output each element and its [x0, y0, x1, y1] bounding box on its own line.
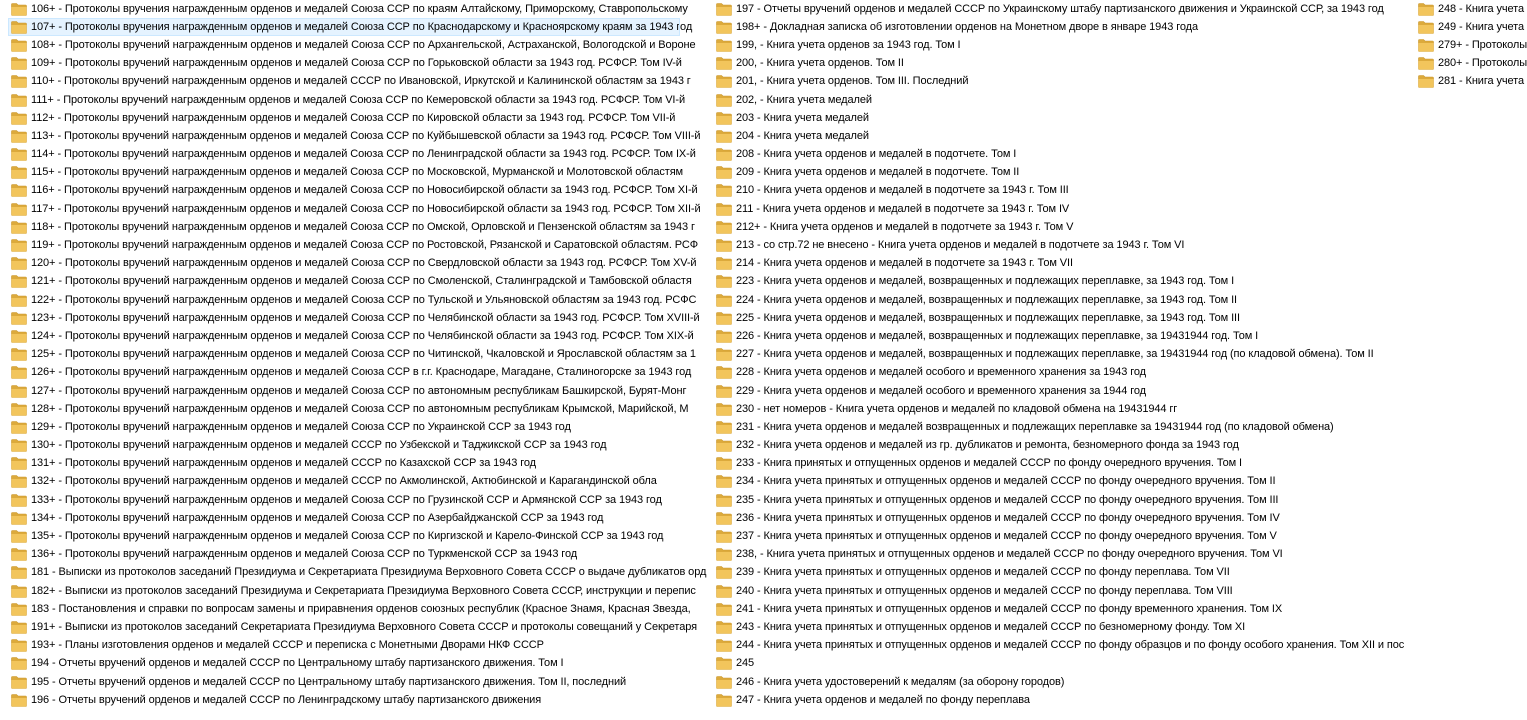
file-column-3 [1415, 0, 1527, 91]
folder-name: 229 - Книга учета орденов и медалей особого и временного хранения за 1944 год [736, 384, 1146, 397]
folder-name: 244 - Книга учета принятых и отпущенных орденов и медалей СССР по фонду образцов и по фонду особого хранения. Том XII и пос [736, 639, 1405, 652]
folder-icon [11, 21, 27, 34]
folder-name: 224 - Книга учета орденов и медалей, возвращенных и подлежащих переплавке, за 1943 год. Том II [736, 293, 1237, 306]
folder-item[interactable] [713, 473, 1403, 491]
folder-name: 235 - Книга учета принятых и отпущенных орденов и медалей СССР по фонду очередного вручения. Том III [736, 493, 1279, 506]
folder-icon [716, 621, 732, 634]
folder-icon [716, 494, 732, 507]
folder-item[interactable] [713, 400, 1403, 418]
folder-icon [716, 294, 732, 307]
folder-name: 107+ - Протоколы вручения награжденным орденов и медалей Союза ССР по Краснодарскому и Красноярскому краям за 1943 год [31, 20, 693, 33]
folder-name: 239 - Книга учета принятых и отпущенных орденов и медалей СССР по фонду переплава. Том VII [736, 566, 1230, 579]
folder-item[interactable] [8, 127, 701, 145]
folder-item[interactable] [8, 55, 680, 73]
folder-icon [716, 548, 732, 561]
folder-icon [716, 585, 732, 598]
folder-icon [11, 112, 27, 125]
folder-item[interactable] [713, 291, 1403, 309]
folder-item[interactable] [713, 127, 1403, 145]
folder-name: 199, - Книга учета орденов за 1943 год. Том I [736, 38, 961, 51]
folder-name: 191+ - Выписки из протоколов заседаний Секретариата Президиума Верховного Совета СССР и протоколы совещаний у Секретаря [31, 620, 697, 633]
folder-item[interactable] [713, 182, 1403, 200]
folder-item[interactable] [713, 55, 1403, 73]
folder-item[interactable] [8, 491, 680, 509]
folder-icon [716, 275, 732, 288]
folder-icon [716, 457, 732, 470]
folder-icon [716, 530, 732, 543]
folder-icon [716, 403, 732, 416]
folder-name: 201, - Книга учета орденов. Том III. Последний [736, 75, 969, 88]
folder-name: 213 - со стр.72 не внесено - Книга учета орденов и медалей в подотчете за 1943 г. Том VI [736, 239, 1185, 252]
folder-item[interactable] [8, 164, 684, 182]
folder-name: 119+ - Протоколы вручений награжденным орденов и медалей Союза ССР по Ростовской, Рязанской и Саратовской областям. РСФ [31, 239, 699, 252]
folder-item[interactable] [1415, 36, 1527, 54]
folder-name: 118+ - Протоколы вручений награжденным орденов и медалей Союза ССР по Омской, Орловской и Пензенской областям за 1943 г [31, 220, 695, 233]
folder-icon [11, 257, 27, 270]
folder-icon [11, 657, 27, 670]
folder-icon [716, 3, 732, 16]
folder-item[interactable] [713, 273, 1403, 291]
folder-name: 114+ - Протоколы вручений награжденным орденов и медалей Союза ССР по Ленинградской области за 1943 год. РСФСР. Том IX-й [31, 148, 696, 161]
folder-item[interactable] [713, 73, 1403, 91]
folder-icon [11, 57, 27, 70]
folder-icon [1418, 75, 1434, 88]
folder-icon [716, 439, 732, 452]
folder-name: 130+ - Протоколы вручений награжденным орденов и медалей СССР по Узбекской и Таджикской ССР за 1943 год [31, 439, 607, 452]
folder-item[interactable] [8, 146, 696, 164]
folder-name: 109+ - Протоколы вручений награжденным орденов и медалей Союза ССР по Горьковской области за 1943 год. РСФСР. Том IV-й [31, 57, 682, 70]
folder-item[interactable] [713, 164, 1403, 182]
folder-name: 124+ - Протоколы вручений награжденным орденов и медалей Союза ССР по Челябинской области за 1943 год. РСФСР. Том XIX-й [31, 329, 694, 342]
folder-item[interactable] [8, 109, 680, 127]
folder-icon [11, 348, 27, 361]
folder-name: 182+ - Выписки из протоколов заседаний Президиума и Секретариата Президиума Верховного Совета СССР, инструкции и перепис [31, 584, 696, 597]
file-column-2 [713, 0, 1403, 709]
folder-icon [716, 221, 732, 234]
folder-name: 122+ - Протоколы вручений награжденным орденов и медалей Союза ССР по Тульской и Ульяновской областям за 1943 год. РСФС [31, 293, 697, 306]
folder-item[interactable] [8, 327, 694, 345]
folder-name: 181 - Выписки из протоколов заседаний Президиума и Секретариата Президиума Верховного Совета СССР о выдаче дубликатов орд [31, 566, 707, 579]
folder-icon [1418, 21, 1434, 34]
folder-item[interactable] [713, 527, 1403, 545]
folder-name: 228 - Книга учета орденов и медалей особого и временного хранения за 1943 год [736, 366, 1146, 379]
folder-item[interactable] [8, 273, 692, 291]
folder-name: 132+ - Протоколы вручений награжденным орденов и медалей СССР по Акмолинской, Актюбинской и Карагандинской обла [31, 475, 657, 488]
folder-icon [11, 130, 27, 143]
folder-name: 234 - Книга учета принятых и отпущенных орденов и медалей СССР по фонду очередного вручения. Том II [736, 475, 1276, 488]
folder-item[interactable] [713, 255, 1403, 273]
folder-item[interactable] [8, 546, 680, 564]
folder-name: 129+ - Протоколы вручений награжденным орденов и медалей Союза ССР по Украинской ССР за 1943 год [31, 420, 571, 433]
folder-item[interactable] [8, 564, 707, 582]
folder-icon [11, 585, 27, 598]
folder-item[interactable] [8, 527, 680, 545]
folder-item[interactable] [713, 382, 1403, 400]
folder-name: 131+ - Протоколы вручений награжденным орденов и медалей СССР по Казахской ССР за 1943 год [31, 457, 536, 470]
folder-name: 134+ - Протоколы вручений награжденным орденов и медалей Союза ССР по Азербайджанской ССР за 1943 год [31, 511, 604, 524]
folder-item[interactable] [8, 346, 696, 364]
folder-icon [11, 203, 27, 216]
folder-icon [11, 312, 27, 325]
folder-item[interactable] [8, 418, 680, 436]
folder-icon [716, 148, 732, 161]
folder-icon [11, 566, 27, 579]
folder-icon [716, 257, 732, 270]
folder-name: 200, - Книга учета орденов. Том II [736, 57, 904, 70]
folder-icon [716, 566, 732, 579]
folder-icon [716, 348, 732, 361]
folder-item[interactable] [713, 91, 1403, 109]
folder-item[interactable] [8, 255, 697, 273]
folder-item[interactable] [713, 637, 1403, 655]
folder-item[interactable] [713, 36, 1403, 54]
folder-icon [11, 457, 27, 470]
folder-name: 279+ - Протоколы [1438, 38, 1527, 51]
folder-icon [11, 621, 27, 634]
folder-name: 117+ - Протоколы вручений награжденным орденов и медалей Союза ССР по Новосибирской области за 1943 год. РСФСР. Том XII-й [31, 202, 701, 215]
folder-item[interactable] [713, 691, 1403, 709]
folder-name: 281 - Книга учета [1438, 75, 1525, 88]
folder-item[interactable] [8, 437, 680, 455]
folder-name: 125+ - Протоколы вручений награжденным орденов и медалей Союза ССР по Читинской, Чкаловской и Ярославской областям за 1 [31, 348, 696, 361]
folder-name: 112+ - Протоколы вручений награжденным орденов и медалей Союза ССР по Кировской области за 1943 год. РСФСР. Том VII-й [31, 111, 676, 124]
folder-icon [716, 203, 732, 216]
folder-icon [11, 184, 27, 197]
folder-name: 230 - нет номеров - Книга учета орденов и медалей по кладовой обмена на 19431944 гг [736, 402, 1178, 415]
folder-name: 123+ - Протоколы вручений награжденным орденов и медалей Союза ССР по Челябинской области за 1943 год. РСФСР. Том XVIII-й [31, 311, 700, 324]
folder-name: 231 - Книга учета орденов и медалей возвращенных и подлежащих переплавке за 19431944 год (по кладовой обмена) [736, 420, 1334, 433]
folder-icon [11, 676, 27, 689]
folder-icon [11, 3, 27, 16]
folder-item[interactable] [713, 309, 1403, 327]
folder-item[interactable] [8, 618, 697, 636]
folder-item[interactable] [713, 491, 1403, 509]
folder-icon [716, 512, 732, 525]
folder-icon [716, 130, 732, 143]
folder-icon [11, 512, 27, 525]
folder-name: 246 - Книга учета удостоверений к медалям (за оборону городов) [736, 675, 1065, 688]
folder-icon [11, 530, 27, 543]
folder-icon [716, 57, 732, 70]
folder-name: 232 - Книга учета орденов и медалей из гр. дубликатов и ремонта, безномерного фонда за 1943 год [736, 439, 1239, 452]
folder-name: 194 - Отчеты вручений орденов и медалей СССР по Центральному штабу партизанского движения. Том I [31, 657, 564, 670]
folder-item[interactable] [1415, 55, 1527, 73]
folder-icon [716, 75, 732, 88]
folder-item[interactable] [713, 655, 1403, 673]
folder-icon [716, 94, 732, 107]
folder-name: 121+ - Протоколы вручений награжденным орденов и медалей Союза ССР по Смоленской, Сталинградской и Тамбовской областя [31, 275, 692, 288]
folder-name: 197 - Отчеты вручений орденов и медалей СССР по Украинскому штабу партизанского движения и Украинской ССР, за 1943 год [736, 2, 1384, 15]
folder-name: 241 - Книга учета принятых и отпущенных орденов и медалей СССР по фонду временного хранения. Том IX [736, 602, 1283, 615]
file-column-1 [8, 0, 707, 709]
folder-name: 128+ - Протоколы вручений награжденным орденов и медалей Союза ССР по автономным республикам Крымской, Марийской, М [31, 402, 689, 415]
folder-name: 127+ - Протоколы вручений награжденным орденов и медалей Союза ССР по автономным республикам Башкирской, Бурят-Монг [31, 384, 687, 397]
folder-icon [716, 112, 732, 125]
folder-item[interactable] [713, 0, 1403, 18]
folder-icon [716, 166, 732, 179]
folder-icon [716, 421, 732, 434]
folder-item[interactable] [713, 346, 1403, 364]
folder-icon [11, 366, 27, 379]
folder-name: 227 - Книга учета орденов и медалей, возвращенных и подлежащих переплавке, за 19431944 год (по кладовой обмена). Том II [736, 348, 1374, 361]
folder-icon [716, 475, 732, 488]
folder-icon [716, 39, 732, 52]
folder-icon [11, 439, 27, 452]
folder-name: 106+ - Протоколы вручения награжденным орденов и медалей Союза ССР по краям Алтайскому, Приморскому, Ставропольскому [31, 2, 688, 15]
folder-item[interactable] [8, 509, 680, 527]
folder-name: 247 - Книга учета орденов и медалей по фонду переплава [736, 693, 1030, 706]
folder-icon [11, 239, 27, 252]
folder-name: 223 - Книга учета орденов и медалей, возвращенных и подлежащих переплавке, за 1943 год. Том I [736, 275, 1235, 288]
folder-item[interactable] [713, 564, 1403, 582]
folder-icon [11, 166, 27, 179]
folder-name: 135+ - Протоколы вручений награжденным орденов и медалей Союза ССР по Киргизской и Карело-Финской ССР за 1943 год [31, 530, 664, 543]
folder-name: 202, - Книга учета медалей [736, 93, 872, 106]
folder-name: 236 - Книга учета принятых и отпущенных орденов и медалей СССР по фонду очередного вручения. Том IV [736, 511, 1280, 524]
folder-item[interactable] [713, 673, 1403, 691]
folder-item[interactable] [713, 236, 1403, 254]
folder-item[interactable] [8, 382, 687, 400]
folder-name: 280+ - Протоколы [1438, 57, 1527, 70]
folder-item[interactable] [8, 182, 698, 200]
folder-item[interactable] [8, 364, 692, 382]
folder-item[interactable] [713, 18, 1403, 36]
folder-name: 245 [736, 657, 755, 670]
folder-icon [1418, 57, 1434, 70]
folder-item[interactable] [713, 146, 1403, 164]
folder-name: 243 - Книга учета принятых и отпущенных орденов и медалей СССР по безномерному фонду. Том XI [736, 620, 1246, 633]
folder-icon [11, 221, 27, 234]
folder-name: 110+ - Протоколы вручений награжденным орденов и медалей СССР по Ивановской, Иркутской и Калининской областям за 1943 г [31, 75, 691, 88]
folder-name: 238, - Книга учета принятых и отпущенных орденов и медалей СССР по фонду очередного вручения. Том VI [736, 548, 1283, 561]
folder-icon [11, 421, 27, 434]
folder-item[interactable] [713, 437, 1403, 455]
folder-name: 248 - Книга учета [1438, 2, 1525, 15]
folder-item[interactable] [8, 291, 697, 309]
folder-icon [716, 184, 732, 197]
folder-name: 211 - Книга учета орденов и медалей в подотчете за 1943 г. Том IV [736, 202, 1070, 215]
folder-name: 116+ - Протоколы вручений награжденным орденов и медалей Союза ССР по Новосибирской области за 1943 год. РСФСР. Том XI-й [31, 184, 698, 197]
folder-item[interactable] [8, 91, 685, 109]
folder-item[interactable] [8, 673, 680, 691]
folder-name: 198+ - Докладная записка об изготовлении орденов на Монетном дворе в январе 1943 года [736, 20, 1198, 33]
folder-item[interactable] [713, 200, 1403, 218]
folder-icon [716, 676, 732, 689]
folder-icon [11, 39, 27, 52]
folder-icon [716, 21, 732, 34]
folder-name: 136+ - Протоколы вручений награжденным орденов и медалей Союза ССР по Туркменской ССР за 1943 год [31, 548, 578, 561]
folder-name: 204 - Книга учета медалей [736, 129, 869, 142]
folder-icon [716, 603, 732, 616]
folder-icon [11, 275, 27, 288]
folder-item[interactable] [8, 236, 699, 254]
folder-name: 237 - Книга учета принятых и отпущенных орденов и медалей СССР по фонду очередного вручения. Том V [736, 530, 1277, 543]
folder-name: 203 - Книга учета медалей [736, 111, 869, 124]
folder-item[interactable] [8, 655, 680, 673]
folder-name: 193+ - Планы изготовления орденов и медалей СССР и переписка с Монетными Дворами НКФ СССР [31, 639, 544, 652]
folder-item[interactable] [1415, 18, 1525, 36]
folder-icon [11, 403, 27, 416]
folder-name: 196 - Отчеты вручений орденов и медалей СССР по Ленинградскому штабу партизанского движения [31, 693, 542, 706]
folder-icon [11, 148, 27, 161]
folder-icon [716, 330, 732, 343]
folder-item[interactable] [713, 218, 1403, 236]
folder-icon [11, 475, 27, 488]
folder-icon [1418, 3, 1434, 16]
folder-icon [11, 639, 27, 652]
folder-item[interactable] [8, 0, 688, 18]
folder-icon [11, 294, 27, 307]
folder-item[interactable] [713, 546, 1403, 564]
folder-icon [11, 330, 27, 343]
folder-name: 113+ - Протоколы вручений награжденным орденов и медалей Союза ССР по Куйбышевской области за 1943 год. РСФСР. Том VIII-й [31, 129, 701, 142]
folder-icon [11, 603, 27, 616]
folder-icon [11, 75, 27, 88]
folder-name: 115+ - Протоколы вручений награжденным орденов и медалей Союза ССР по Московской, Мурманской и Молотовской областям [31, 166, 684, 179]
folder-icon [716, 385, 732, 398]
folder-name: 209 - Книга учета орденов и медалей в подотчете. Том II [736, 166, 1020, 179]
folder-name: 108+ - Протоколы вручений награжденным орденов и медалей Союза ССР по Архангельской, Астраханской, Вологодской и Вороне [31, 38, 696, 51]
folder-icon [716, 366, 732, 379]
folder-icon [1418, 39, 1434, 52]
folder-name: 212+ - Книга учета орденов и медалей в подотчете за 1943 г. Том V [736, 220, 1074, 233]
folder-name: 208 - Книга учета орденов и медалей в подотчете. Том I [736, 148, 1017, 161]
folder-icon [11, 94, 27, 107]
folder-item[interactable] [1415, 0, 1525, 18]
folder-item[interactable] [8, 600, 691, 618]
folder-name: 183 - Постановления и справки по вопросам замены и приравнения орденов союзных республик (Красное Знамя, Красная Звезда, [31, 602, 691, 615]
folder-item[interactable] [713, 109, 1403, 127]
folder-item[interactable] [8, 200, 701, 218]
folder-name: 210 - Книга учета орденов и медалей в подотчете за 1943 г. Том III [736, 184, 1069, 197]
folder-item[interactable] [8, 400, 689, 418]
folder-icon [11, 694, 27, 707]
folder-icon [716, 312, 732, 325]
folder-item[interactable] [713, 327, 1403, 345]
folder-item[interactable] [713, 455, 1403, 473]
folder-item[interactable] [8, 218, 695, 236]
folder-item[interactable] [8, 582, 696, 600]
folder-icon [716, 657, 732, 670]
folder-item[interactable] [713, 582, 1403, 600]
folder-icon [716, 239, 732, 252]
folder-icon [716, 639, 732, 652]
folder-name: 226 - Книга учета орденов и медалей, возвращенных и подлежащих переплавке, за 19431944 год. Том I [736, 329, 1259, 342]
folder-name: 133+ - Протоколы вручений награжденным орденов и медалей Союза ССР по Грузинской ССР и Армянской ССР за 1943 год [31, 493, 662, 506]
folder-icon [11, 494, 27, 507]
folder-item[interactable] [8, 309, 700, 327]
folder-name: 126+ - Протоколы вручений награжденным орденов и медалей Союза ССР в г.г. Краснодаре, Магадане, Сталиногорске за 1943 год [31, 366, 692, 379]
folder-name: 111+ - Протоколы вручений награжденным орденов и медалей Союза ССР по Кемеровской области за 1943 год. РСФСР. Том VI-й [31, 93, 685, 106]
folder-item[interactable] [8, 691, 680, 709]
folder-item[interactable] [8, 73, 691, 91]
folder-name: 249 - Книга учета [1438, 20, 1525, 33]
folder-item[interactable] [8, 36, 696, 54]
folder-icon [11, 385, 27, 398]
folder-icon [11, 548, 27, 561]
folder-name: 225 - Книга учета орденов и медалей, возвращенных и подлежащих переплавке, за 1943 год. Том III [736, 311, 1240, 324]
folder-item[interactable] [8, 455, 680, 473]
folder-item[interactable] [713, 364, 1403, 382]
folder-item[interactable] [8, 18, 693, 36]
folder-icon [716, 694, 732, 707]
folder-name: 195 - Отчеты вручений орденов и медалей СССР по Центральному штабу партизанского движения. Том II, последний [31, 675, 627, 688]
folder-item[interactable] [713, 418, 1403, 436]
folder-item[interactable] [713, 600, 1403, 618]
folder-item[interactable] [713, 509, 1403, 527]
folder-item[interactable] [1415, 73, 1525, 91]
folder-item[interactable] [713, 618, 1403, 636]
folder-name: 120+ - Протоколы вручений награжденным орденов и медалей Союза ССР по Свердловской области за 1943 год. РСФСР. Том XV-й [31, 257, 697, 270]
folder-item[interactable] [8, 473, 680, 491]
folder-name: 233 - Книга принятых и отпущенных орденов и медалей СССР по фонду очередного вручения. Том I [736, 457, 1242, 470]
folder-name: 214 - Книга учета орденов и медалей в подотчете за 1943 г. Том VII [736, 257, 1073, 270]
folder-item[interactable] [8, 637, 680, 655]
folder-name: 240 - Книга учета принятых и отпущенных орденов и медалей СССР по фонду переплава. Том VIII [736, 584, 1233, 597]
